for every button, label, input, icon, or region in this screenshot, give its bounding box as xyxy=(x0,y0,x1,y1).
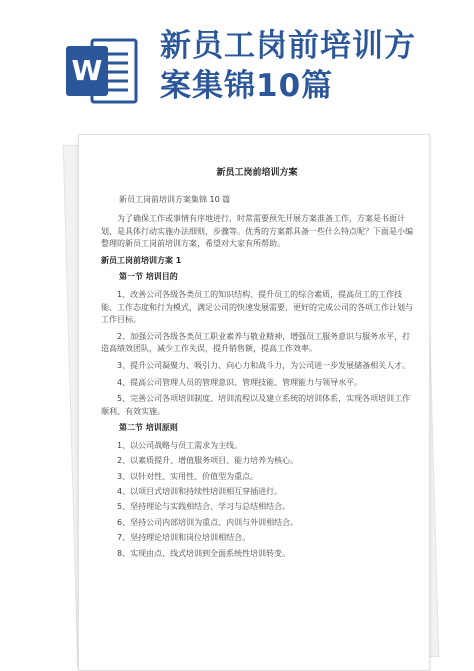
document-title: 新员工岗前培训方案 xyxy=(216,168,298,178)
goal-paragraph: 5、完善公司各项培训制度、培训流程以及建立系统的培训体系，实现各项培训工作顺利、有效实施。 xyxy=(101,394,411,416)
principles-list xyxy=(101,440,413,560)
list-item: 1、以公司战略与员工需求为主线。 xyxy=(117,440,243,450)
list-item: 2、以素质提升、增值服务项目、能力培养为核心。 xyxy=(117,456,299,466)
goal-paragraph: 1、改善公司各级各类员工的知识结构、提升员工的综合素质，提高员工的工作技能、工作态度和行为模式，满足公司的快速发展需要，更好的完成公司的各项工作计划与工作目标。 xyxy=(101,289,413,325)
list-item: 6、坚持公司内部培训为重点、内训与外训相结合。 xyxy=(117,517,299,527)
banner-title-line1: 新员工岗前培训方 xyxy=(160,28,416,64)
list-item: 5、坚持理论与实践相结合、学习与总结相结合。 xyxy=(117,502,291,512)
document-body xyxy=(101,165,413,563)
list-item: 7、坚持理论培训和岗位培训相结合。 xyxy=(117,533,251,543)
banner-title xyxy=(160,26,460,106)
list-item: 3、以针对性、实用性、价值型为重点。 xyxy=(117,471,259,481)
goal-paragraph: 2、加强公司各级各类员工职业素养与敬业精神，增强员工服务意识与服务水平，打造高绩效团队，减少工作失误，提升销售额，提高工作效率。 xyxy=(101,331,411,354)
banner-title-line2: 案集锦10篇 xyxy=(160,68,334,104)
svg-text:W: W xyxy=(71,54,103,87)
document-page xyxy=(78,134,430,671)
document-subtitle: 新员工岗前培训方案集锦 10 篇 xyxy=(119,195,231,204)
part1-heading: 第一节 培训目的 xyxy=(119,272,178,282)
section-heading: 新员工岗前培训方案 1 xyxy=(101,255,182,265)
list-item: 8、实现由点、线式培训到全面系统性培训转变。 xyxy=(117,548,291,558)
intro-paragraph: 为了确保工作或事情有序地进行，时常需要预先开展方案准备工作，方案是书面计划，是具体行动实施办法细则，步骤等。优秀的方案都具备一些什么特点呢？下面是小编整理的新员工岗前培训方案，希望对大家有所帮助。 xyxy=(101,214,413,249)
list-item: 4、以项目式培训和持续性培训相互穿插进行。 xyxy=(117,487,283,497)
goal-paragraph: 3、提升公司凝聚力、吸引力、向心力和战斗力，为公司进一步发展储备相关人才。 xyxy=(117,360,411,370)
part2-heading: 第二节 培训原则 xyxy=(119,423,178,433)
goal-paragraph: 4、提高公司管理人员的管理意识、管理技能、管理能力与领导水平。 xyxy=(117,377,363,387)
word-document-icon xyxy=(62,32,142,112)
